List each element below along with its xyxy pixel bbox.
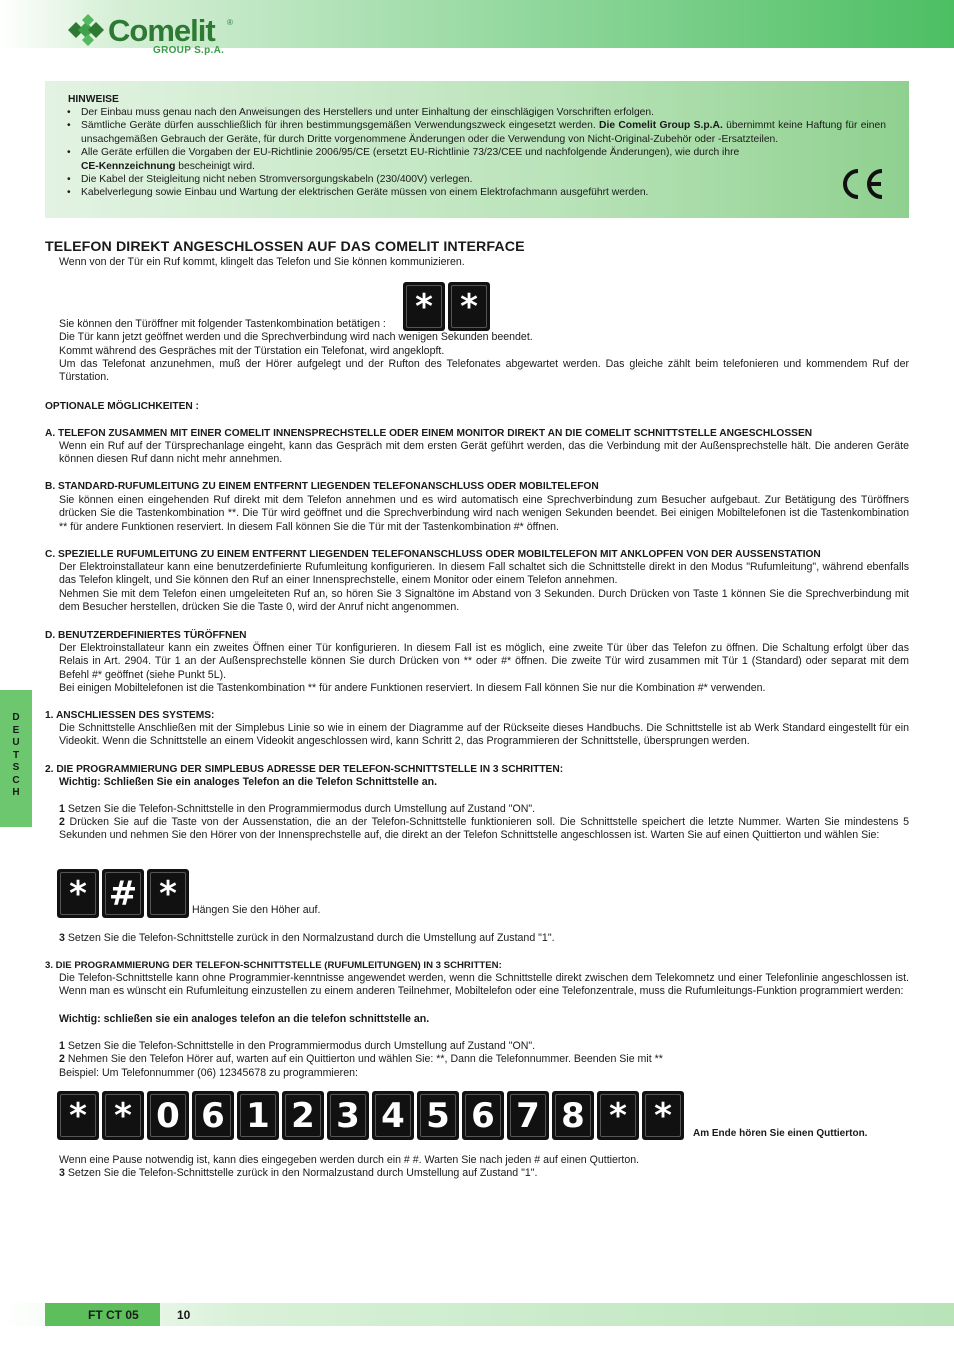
step1-text: Die Schnittstelle Anschließen mit der Simplebus Linie so wie in einem der Diagramme auf der Rückseite dieses Handbuchs. Die Schnittstelle ist ab Werk Standard eingestellt für ein Videokit. Wenn die Schnittstelle an einem Videokit angeschlossen wird, kann Schritt 2, das Programmieren der Schnittstelle, übersprungen werden. bbox=[59, 722, 909, 748]
side-letter: C bbox=[12, 774, 20, 786]
registered-mark: ® bbox=[227, 18, 233, 27]
brand-name: Comelit bbox=[108, 13, 215, 48]
comelit-logo-icon bbox=[68, 14, 104, 46]
key-digit: 5 bbox=[417, 1091, 459, 1140]
step2-important: Wichtig: Schließen Sie ein analoges Telefon an die Telefon Schnittstelle an. bbox=[59, 776, 438, 788]
step3-example: Beispiel: Um Telefonnummer (06) 12345678 zu programmieren: bbox=[59, 1067, 358, 1079]
footer-code: FT CT 05 bbox=[88, 1308, 139, 1322]
page-number: 10 bbox=[177, 1308, 191, 1322]
notice-item-bold: Die Comelit Group S.p.A. bbox=[599, 120, 723, 132]
optional-title: OPTIONALE MÖGLICHKEITEN : bbox=[45, 401, 199, 412]
option-c-title: C. SPEZIELLE RUFUMLEITUNG ZU EINEM ENTFERNT LIEGENDEN TELEFONANSCHLUSS ODER MOBILTELEFON MIT ANKLOPFEN VON DER AUSSENSTATION bbox=[45, 549, 821, 560]
notice-item: • Die Kabel der Steigleitung nicht neben Stromversorgungskabeln (230/400V) verlegen. bbox=[81, 173, 886, 186]
notice-item bbox=[81, 146, 801, 173]
key-star: * bbox=[448, 282, 490, 331]
step3-line-1 bbox=[59, 1040, 909, 1053]
notice-item-text: Sämtliche Geräte dürfen ausschließlich für ihren bestimmungsgemäßen Verwendungszweck eingesetzt werden. bbox=[81, 120, 596, 132]
notice-item-text: übernimmt keine Haftung für einen unsachgemäßen Gebrauch der Geräte, für durch Dritte vorgenommene Änderungen oder die Verwendung von Nicht-Original-Zubehör oder -Ersatzteilen. bbox=[81, 120, 886, 145]
key-hash: # bbox=[102, 869, 144, 918]
key-star: * bbox=[147, 869, 189, 918]
key-star: * bbox=[57, 869, 99, 918]
option-d-title: D. BENUTZERDEFINIERTES TÜRÖFFNEN bbox=[45, 630, 247, 641]
option-a-title: A. TELEFON ZUSAMMEN MIT EINER COMELIT INNENSPRECHSTELLE ODER EINEM MONITOR DIREKT AN DIE COMELIT SCHNITTSTELLE ANGESCHLOSSEN bbox=[45, 428, 813, 439]
notice-box bbox=[45, 81, 909, 218]
step1-title: 1. ANSCHLIESSEN DES SYSTEMS: bbox=[45, 710, 215, 721]
step3-text: Die Telefon-Schnittstelle kann ohne Programmier-kenntnisse angewendet werden, wenn die Schnittstelle direkt zwischen dem Telekomnetz und einer Telefonlinie angeschlossen ist. Wenn man es wünscht ein Rufumleitung einzustellen zu einem anderen Teilnehmer, Mobiltelefon oder eine Telefonzentrale, muss die Rufumleitungs-Funktion programmiert werden: bbox=[59, 972, 909, 998]
step3-title: 3. DIE PROGRAMMIERUNG DER TELEFON-SCHNITTSTELLE (RUFUMLEITUNGEN) IN 3 SCHRITTEN: bbox=[45, 960, 502, 971]
step-number: 1 bbox=[59, 803, 65, 815]
side-letter: U bbox=[12, 737, 20, 748]
notice-item-bold: CE-Kennzeichnung bbox=[81, 160, 176, 172]
step-number: 3 bbox=[59, 1167, 65, 1179]
key-digit: 3 bbox=[327, 1091, 369, 1140]
option-c-text-2: Nehmen Sie mit dem Telefon einen umgeleiteten Ruf an, so hören Sie 3 Signaltöne im Abstand von 3 Sekunden. Durch Drücken von Taste 1 können Sie die Sprechverbindung mit dem Besucher herstellen, drücken Sie die Taste 0, wird der Anruf nicht angenommen. bbox=[59, 588, 909, 614]
side-letter: D bbox=[12, 712, 20, 723]
step-number: 3 bbox=[59, 932, 65, 944]
step-number: 2 bbox=[59, 816, 65, 828]
key-digit: 2 bbox=[282, 1091, 324, 1140]
step3-after-keys: Am Ende hören Sie einen Quttierton. bbox=[693, 1128, 868, 1139]
key-digit: 0 bbox=[147, 1091, 189, 1140]
notice-title: HINWEISE bbox=[68, 94, 119, 105]
paragraph-3: Um das Telefonat anzunehmen, muß der Hörer aufgelegt und der Rufton des Telefonates abgewartet werden. Das gleiche zählt beim telefonieren und kommendem Ruf der Türstation. bbox=[59, 358, 909, 384]
step3-pause: Wenn eine Pause notwendig ist, kann dies eingegeben werden durch ein # #. Warten Sie nach jeden # auf einen Quttierton. bbox=[59, 1154, 640, 1166]
side-letter: E bbox=[12, 724, 20, 736]
option-d-text-1: Der Elektroinstallateur kann ein zweites Öffnen einer Tür konfigurieren. In diesem Fall ist es möglich, eine zweite Tür über das Telefon zu öffnen. Die Schaltung erfolgt über das Relais in Art. 2904. Tür 1 an der Außensprechstelle können Sie durch Drücken von ** oder #* öffnen. Die zweite Tür wird zusammen mit Tür 1 (Standard) oder separat mit dem Befehl #* geöffnet (siehe Punkt 5L). bbox=[59, 642, 909, 681]
step-text: Setzen Sie die Telefon-Schnittstelle in den Programmiermodus durch Umstellung auf Zustand "ON". bbox=[67, 803, 536, 815]
paragraph-1: Die Tür kann jetzt geöffnet werden und die Sprechverbindung wird nach wenigen Sekunden beendet. bbox=[59, 331, 533, 343]
option-b-title: B. STANDARD-RUFUMLEITUNG ZU EINEM ENTFERNT LIEGENDEN TELEFONANSCHLUSS ODER MOBILTELEFON bbox=[45, 481, 599, 492]
notice-item: • Der Einbau muss genau nach den Anweisungen des Herstellers und unter Einhaltung der einschlägigen Vorschriften erfolgen. bbox=[81, 106, 886, 119]
step2-title: 2. DIE PROGRAMMIERUNG DER SIMPLEBUS ADRESSE DER TELEFON-SCHNITTSTELLE IN 3 SCHRITTEN: bbox=[45, 764, 564, 775]
notice-item bbox=[81, 119, 886, 146]
ce-mark-icon bbox=[838, 167, 886, 205]
notice-item: • Kabelverlegung sowie Einbau und Wartung der elektrischen Geräte müssen von einem Elektrofachmann ausgeführt werden. bbox=[81, 186, 886, 199]
language-side-label bbox=[10, 712, 22, 800]
option-d-text-2: Bei einigen Mobiltelefonen ist die Tastenkombination ** für andere Funktionen reserviert. In diesem Fall können Sie nur die Kombination #* verwenden. bbox=[59, 682, 766, 694]
step2-after-keys: Hängen Sie den Höher auf. bbox=[192, 904, 321, 916]
key-star: * bbox=[597, 1091, 639, 1140]
step3-keys bbox=[57, 1091, 684, 1140]
step3-important: Wichtig: schließen sie ein analoges telefon an die telefon schnittstelle an. bbox=[59, 1013, 430, 1025]
notice-list bbox=[81, 106, 886, 200]
side-letter: T bbox=[12, 749, 20, 761]
option-b-text: Sie können einen eingehenden Ruf direkt mit dem Telefon annehmen und es wird automatisch eine Sprechverbindung zum Besucher aufgebaut. Zur Betätigung des Türöffners drücken Sie die Tastenkombination **. Die Tür wird geöffnet und die Sprechverbindung wird nach wenigen Sekunden beendet. Bei einigen Mobiltelefonen ist die Tastenkombination ** für andere Funktionen reserviert. In diesem Fall können Sie die Tür mit der Tastenkombination #* öffnen. bbox=[59, 494, 909, 533]
step3-line-2 bbox=[59, 1053, 909, 1066]
brand-subtitle: GROUP S.p.A. bbox=[153, 45, 225, 56]
step2-line-1 bbox=[59, 803, 909, 816]
key-digit: 6 bbox=[462, 1091, 504, 1140]
ce-mark-svg bbox=[838, 167, 886, 201]
section-title: TELEFON DIREKT ANGESCHLOSSEN AUF DAS COMELIT INTERFACE bbox=[45, 239, 525, 255]
step-number: 2 bbox=[59, 1053, 65, 1065]
step-text: Setzen Sie die Telefon-Schnittstelle zurück in den Normalzustand durch die Umstellung auf Zustand "1". bbox=[67, 932, 555, 944]
option-a-text: Wenn ein Ruf auf der Türsprechanlage eingeht, kann das Gespräch mit dem ersten Gerät geführt werden, das die Verbindung mit der Außensprechstelle hält. Die anderen Geräte können diesen Ruf dann nicht mehr annehmen. bbox=[59, 440, 909, 466]
side-letter: S bbox=[12, 762, 20, 773]
key-star: * bbox=[403, 282, 445, 331]
opener-keys bbox=[403, 282, 490, 331]
key-digit: 8 bbox=[552, 1091, 594, 1140]
step-text: Nehmen Sie den Telefon Hörer auf, warten auf ein Quittierton und wählen Sie: **, Dann die Telefonnummer. Beenden Sie mit ** bbox=[67, 1053, 663, 1065]
paragraph-2: Kommt während des Gespräches mit der Türstation ein Telefonat, wird angeklopft. bbox=[59, 345, 445, 357]
step2-keys bbox=[57, 869, 189, 918]
step-number: 1 bbox=[59, 1040, 65, 1052]
key-digit: 1 bbox=[237, 1091, 279, 1140]
key-star: * bbox=[102, 1091, 144, 1140]
notice-item-text: bescheinigt wird. bbox=[178, 160, 255, 172]
step2-line-2 bbox=[59, 816, 909, 843]
step2-line-3 bbox=[59, 932, 909, 945]
step3-line-3 bbox=[59, 1167, 909, 1180]
key-star: * bbox=[57, 1091, 99, 1140]
step-text: Setzen Sie die Telefon-Schnittstelle zurück in den Normalzustand durch Umstellung auf Zustand "1". bbox=[67, 1167, 538, 1179]
step-text: Drücken Sie auf die Taste von der Aussenstation, die an der Telefon-Schnittstelle funktionieren soll. Die Schnittstelle speichert die letzte Nummer. Warten Sie mindestens 5 Sekunden und nehmen Sie den Hörer von der Innensprechstelle auf, die direkt an der Telefon Schnittstelle angeschlossen ist. Warten Sie auf einen Quittierton und wählen Sie: bbox=[59, 816, 909, 842]
notice-item-text: Alle Geräte erfüllen die Vorgaben der EU-Richtlinie 2006/95/CE (ersetzt EU-Richtlinie 73/23/CEE und nachfolgende Änderungen), wie durch ihre bbox=[81, 147, 740, 159]
opener-text: Sie können den Türöffner mit folgender Tastenkombination betätigen : bbox=[59, 318, 386, 330]
option-c-text-1: Der Elektroinstallateur kann eine benutzerdefinierte Rufumleitung konfigurieren. In diesem Fall schaltet sich die Schnittstelle direkt in den Modus "Rufumleitung", während ebenfalls das Telefon klingelt, und Sie können den Ruf an einer Innensprechstelle, einem Monitor oder einem Telefon annehmen. bbox=[59, 561, 909, 587]
intro-text: Wenn von der Tür ein Ruf kommt, klingelt das Telefon und Sie können kommunizieren. bbox=[59, 256, 465, 268]
key-digit: 7 bbox=[507, 1091, 549, 1140]
step-text: Setzen Sie die Telefon-Schnittstelle in den Programmiermodus durch Umstellung auf Zustand "ON". bbox=[67, 1040, 536, 1052]
key-digit: 4 bbox=[372, 1091, 414, 1140]
side-letter: H bbox=[12, 787, 20, 798]
key-digit: 6 bbox=[192, 1091, 234, 1140]
key-star: * bbox=[642, 1091, 684, 1140]
